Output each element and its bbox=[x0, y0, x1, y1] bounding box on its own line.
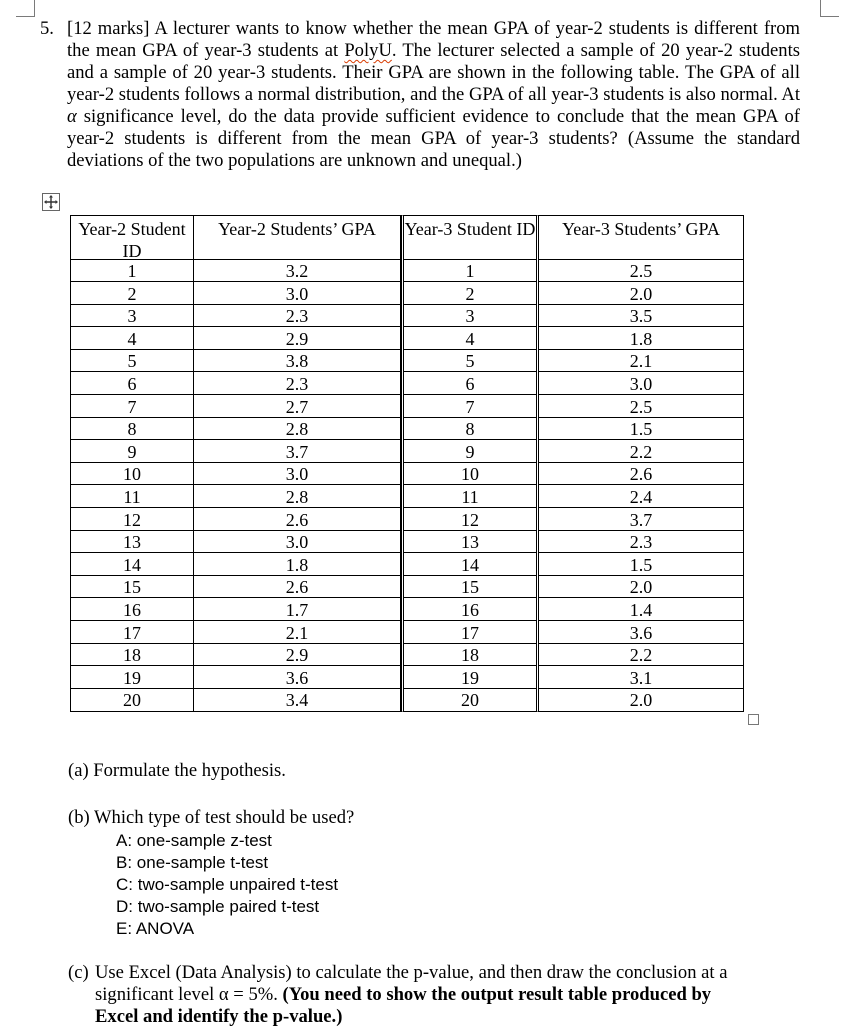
table-cell: 4 bbox=[71, 328, 193, 350]
column-year3-id bbox=[401, 215, 539, 712]
table-cell: 2 bbox=[404, 283, 536, 305]
column-year3-gpa bbox=[538, 215, 744, 712]
table-cell: 2 bbox=[71, 283, 193, 305]
table-cell: 12 bbox=[404, 509, 536, 531]
option-item: E: ANOVA bbox=[116, 919, 195, 938]
table-cell: 2.4 bbox=[539, 486, 743, 508]
table-cell: 3.0 bbox=[539, 373, 743, 395]
question-text-part1: [12 marks] A lecturer wants to know whether the mean GPA of year-2 students is different from the mean GPA of year-3 students at bbox=[67, 18, 800, 61]
table-cell: 2.3 bbox=[194, 373, 400, 395]
table-cell: 3.0 bbox=[194, 463, 400, 485]
table-cell: 11 bbox=[71, 486, 193, 508]
header-year3-id: Year-3 Student ID bbox=[404, 216, 536, 260]
question-text bbox=[67, 18, 800, 172]
table-cell: 9 bbox=[404, 441, 536, 463]
table-cell: 15 bbox=[71, 576, 193, 598]
question-text-part2: . The lecturer selected a sample of 20 year-2 students and a sample of 20 year-3 students. Their GPA are shown in the following table. The GPA of all year-2 students follows a normal distribution, and the GPA of all year-3 students is also normal. At bbox=[67, 40, 800, 105]
table-cell: 1.5 bbox=[539, 554, 743, 576]
table-cell: 17 bbox=[71, 622, 193, 644]
table-cell: 10 bbox=[71, 463, 193, 485]
option-item: A: one-sample z-test bbox=[116, 831, 272, 850]
table-cell: 19 bbox=[71, 667, 193, 689]
table-cell: 2.5 bbox=[539, 396, 743, 418]
table-cell: 15 bbox=[404, 576, 536, 598]
option-item: D: two-sample paired t-test bbox=[116, 897, 320, 916]
table-cell: 2.8 bbox=[194, 486, 400, 508]
table-cell: 3.2 bbox=[194, 260, 400, 282]
table-cell: 2.9 bbox=[194, 644, 400, 666]
year2-id-cells bbox=[71, 260, 193, 711]
table-cell: 2.2 bbox=[539, 644, 743, 666]
table-resize-handle[interactable] bbox=[748, 714, 759, 725]
year3-id-cells bbox=[404, 260, 536, 711]
header-year2-gpa: Year-2 Students’ GPA bbox=[194, 216, 400, 260]
table-cell: 9 bbox=[71, 441, 193, 463]
table-cell: 2.7 bbox=[194, 396, 400, 418]
table-cell: 1.4 bbox=[539, 599, 743, 621]
table-cell: 6 bbox=[71, 373, 193, 395]
option-item: B: one-sample t-test bbox=[116, 853, 269, 872]
table-move-handle-icon[interactable] bbox=[42, 193, 60, 211]
table-cell: 3 bbox=[404, 305, 536, 327]
table-cell: 2.9 bbox=[194, 328, 400, 350]
table-cell: 3.7 bbox=[539, 509, 743, 531]
table-cell: 2.0 bbox=[629, 690, 653, 711]
table-cell: 16 bbox=[404, 599, 536, 621]
table-cell: 1.5 bbox=[539, 418, 743, 440]
table-cell: 3 bbox=[71, 305, 193, 327]
table-cell: 3.7 bbox=[194, 441, 400, 463]
table-cell: 3.8 bbox=[194, 350, 400, 372]
table-cell: 4 bbox=[404, 328, 536, 350]
table-cell: 20 bbox=[123, 690, 141, 711]
table-cell: 2.6 bbox=[194, 509, 400, 531]
table-cell: 16 bbox=[71, 599, 193, 621]
table-cell: 3.0 bbox=[194, 283, 400, 305]
table-cell: 5 bbox=[71, 350, 193, 372]
table-cell: 2.1 bbox=[194, 622, 400, 644]
table-cell: 3.0 bbox=[194, 531, 400, 553]
table-cell: 10 bbox=[404, 463, 536, 485]
table-cell: 2.1 bbox=[539, 350, 743, 372]
table-cell: 2.6 bbox=[539, 463, 743, 485]
table-cell: 3.1 bbox=[539, 667, 743, 689]
table-cell: 2.8 bbox=[194, 418, 400, 440]
part-c-text bbox=[95, 962, 758, 1028]
column-year2-id bbox=[70, 215, 194, 712]
table-cell: 18 bbox=[404, 644, 536, 666]
table-cell: 1 bbox=[71, 260, 193, 282]
header-year3-gpa: Year-3 Students’ GPA bbox=[539, 216, 743, 260]
gpa-table bbox=[70, 215, 744, 712]
table-cell: 14 bbox=[404, 554, 536, 576]
part-a: (a) Formulate the hypothesis. bbox=[68, 760, 286, 781]
table-cell: 7 bbox=[404, 396, 536, 418]
table-cell: 2.5 bbox=[539, 260, 743, 282]
table-cell: 2.6 bbox=[194, 576, 400, 598]
table-cell: 2.3 bbox=[194, 305, 400, 327]
table-cell: 12 bbox=[71, 509, 193, 531]
table-cell: 11 bbox=[404, 486, 536, 508]
part-c-label: (c) bbox=[68, 962, 89, 983]
table-cell: 3.5 bbox=[539, 305, 743, 327]
table-cell: 19 bbox=[404, 667, 536, 689]
year2-gpa-cells bbox=[194, 260, 400, 711]
table-cell: 8 bbox=[71, 418, 193, 440]
misspelled-word-polyu[interactable]: PolyU bbox=[344, 40, 392, 61]
question-text-part3: significance level, do the data provide sufficient evidence to conclude that the mean GPA of year-2 students is different from the mean GPA of year-3 students? (Assume the standard deviations of the two populations are unknown and unequal.) bbox=[67, 106, 800, 171]
part-c-bold-note: (You need to show the output result table produced by Excel and identify the p-value.) bbox=[95, 984, 712, 1027]
column-year2-gpa bbox=[193, 215, 401, 712]
table-cell: 2.0 bbox=[539, 283, 743, 305]
table-cell: 2.0 bbox=[539, 576, 743, 598]
table-cell: 17 bbox=[404, 622, 536, 644]
year3-gpa-cells bbox=[539, 260, 743, 711]
table-cell: 14 bbox=[71, 554, 193, 576]
question-number: 5. bbox=[40, 18, 54, 39]
table-cell: 3.6 bbox=[539, 622, 743, 644]
option-item: C: two-sample unpaired t-test bbox=[116, 875, 339, 894]
table-cell: 1.8 bbox=[539, 328, 743, 350]
table-cell: 18 bbox=[71, 644, 193, 666]
page-corner-top-right bbox=[820, 0, 839, 17]
header-year2-id: Year-2 Student ID bbox=[71, 216, 193, 260]
table-cell: 1 bbox=[404, 260, 536, 282]
alpha-symbol: α bbox=[67, 106, 77, 127]
table-cell: 13 bbox=[404, 531, 536, 553]
table-cell: 3.4 bbox=[285, 690, 309, 711]
table-cell: 2.2 bbox=[539, 441, 743, 463]
page-corner-top-left bbox=[16, 0, 35, 17]
table-cell: 13 bbox=[71, 531, 193, 553]
part-b: (b) Which type of test should be used? bbox=[68, 807, 355, 828]
table-cell: 1.7 bbox=[194, 599, 400, 621]
part-b-options bbox=[116, 830, 338, 940]
table-cell: 20 bbox=[461, 690, 479, 711]
table-cell: 3.6 bbox=[194, 667, 400, 689]
table-cell: 1.8 bbox=[194, 554, 400, 576]
table-cell: 6 bbox=[404, 373, 536, 395]
table-cell: 5 bbox=[404, 350, 536, 372]
table-cell: 2.3 bbox=[539, 531, 743, 553]
table-cell: 7 bbox=[71, 396, 193, 418]
table-cell: 8 bbox=[404, 418, 536, 440]
part-c-instruction: Use Excel (Data Analysis) to calculate the p-value, and then draw the conclusion at a significant level α = 5%. bbox=[95, 962, 728, 1005]
